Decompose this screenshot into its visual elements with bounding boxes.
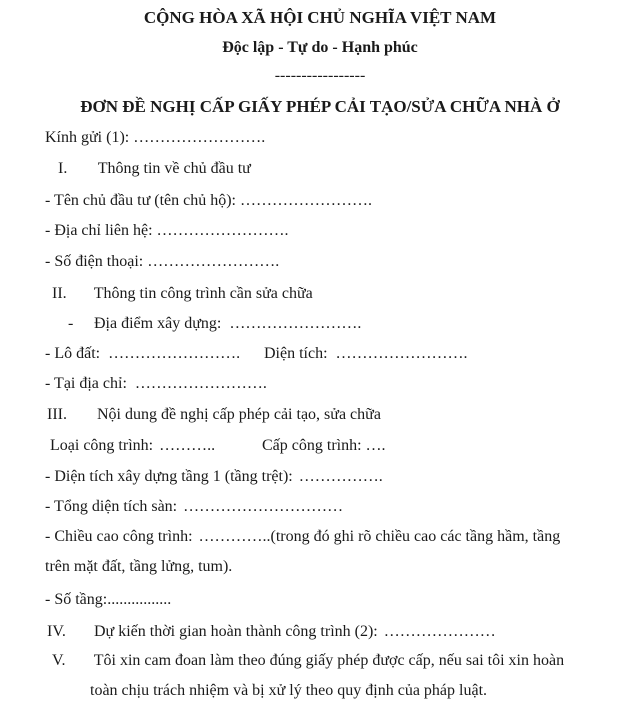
phone-label: - Số điện thoại:: [45, 253, 144, 270]
phone-row: [45, 252, 279, 272]
section-4-numeral: IV.: [47, 623, 66, 640]
building-height-note-cont: trên mặt đất, tầng lửng, tum).: [45, 558, 233, 575]
floor-count-label: - Số tầng:: [45, 591, 108, 608]
site-address-label: - Tại địa chỉ:: [45, 375, 127, 392]
section-3-heading: [47, 405, 381, 425]
building-height-field[interactable]: …………..: [198, 528, 271, 545]
motto: Độc lập - Tự do - Hạnh phúc: [222, 39, 418, 56]
total-floor-area-field[interactable]: …………………………: [183, 498, 344, 515]
section-4-title: Dự kiến thời gian hoàn thành công trình (2):: [94, 623, 378, 640]
separator: -----------------: [274, 67, 366, 84]
area-row: [264, 344, 468, 364]
build-location-field[interactable]: …………………….: [229, 315, 362, 332]
contact-address-field[interactable]: …………………….: [156, 222, 289, 239]
section-1-title: Thông tin về chủ đầu tư: [97, 160, 251, 177]
section-1-heading: [58, 159, 251, 179]
addressee-label: Kính gửi (1):: [45, 129, 130, 146]
contact-address-label: - Địa chỉ liên hệ:: [45, 222, 153, 239]
lot-label: - Lô đất:: [45, 345, 101, 362]
completion-time-field[interactable]: …………………: [383, 623, 496, 640]
addressee-row: [45, 128, 265, 148]
building-type-field[interactable]: ………..: [159, 437, 216, 454]
section-2-heading: [52, 284, 313, 304]
section-5-numeral: V.: [52, 652, 66, 669]
owner-name-field[interactable]: …………………….: [239, 192, 372, 209]
commitment-line-2: toàn chịu trách nhiệm và bị xử lý theo quy định của pháp luật.: [90, 682, 488, 699]
area-field[interactable]: …………………….: [335, 345, 468, 362]
site-address-row: [45, 374, 267, 394]
building-type-row: [50, 436, 215, 456]
site-address-field[interactable]: …………………….: [134, 375, 267, 392]
build-location-label: Địa điểm xây dựng:: [94, 315, 222, 332]
ground-floor-area-field[interactable]: …………….: [298, 468, 383, 485]
section-5-heading: [52, 651, 564, 671]
ground-floor-area-row: [45, 467, 383, 487]
building-type-label: Loại công trình:: [50, 437, 154, 454]
building-grade-row: [262, 436, 386, 456]
section-1-numeral: I.: [58, 160, 68, 177]
building-height-row: [45, 527, 560, 547]
building-height-label: - Chiều cao công trình:: [45, 528, 193, 545]
building-grade-label: Cấp công trình:: [262, 437, 362, 454]
section-2-title: Thông tin công trình cần sửa chữa: [93, 285, 313, 302]
owner-name-label: - Tên chủ đầu tư (tên chủ hộ):: [45, 192, 236, 209]
build-location-row: [68, 314, 361, 334]
lot-row: [45, 344, 240, 364]
nation-heading: CỘNG HÒA XÃ HỘI CHỦ NGHĨA VIỆT NAM: [143, 8, 497, 27]
build-location-bullet: -: [68, 315, 74, 332]
ground-floor-area-label: - Diện tích xây dựng tầng 1 (tầng trệt):: [45, 468, 293, 485]
commitment-line-1: Tôi xin cam đoan làm theo đúng giấy phép được cấp, nếu sai tôi xin hoàn: [93, 652, 565, 669]
section-3-title: Nội dung đề nghị cấp phép cải tạo, sửa chữa: [97, 406, 381, 423]
addressee-field[interactable]: …………………….: [133, 129, 266, 146]
contact-address-row: [45, 221, 289, 241]
owner-name-row: [45, 191, 372, 211]
floor-count-field[interactable]: ................: [107, 591, 172, 608]
section-3-numeral: III.: [47, 406, 67, 423]
building-height-note: (trong đó ghi rõ chiều cao các tầng hầm, tầng: [270, 528, 561, 545]
area-label: Diện tích:: [264, 345, 328, 362]
phone-field[interactable]: …………………….: [147, 253, 280, 270]
section-4-heading: [47, 622, 496, 642]
section-2-numeral: II.: [52, 285, 67, 302]
total-floor-area-row: [45, 497, 343, 517]
lot-field[interactable]: …………………….: [108, 345, 241, 362]
floor-count-row: [45, 590, 171, 610]
form-title: ĐƠN ĐỀ NGHỊ CẤP GIẤY PHÉP CẢI TẠO/SỬA CHỮA NHÀ Ở: [80, 97, 560, 116]
total-floor-area-label: - Tổng diện tích sàn:: [45, 498, 178, 515]
building-grade-field[interactable]: ….: [365, 437, 386, 454]
